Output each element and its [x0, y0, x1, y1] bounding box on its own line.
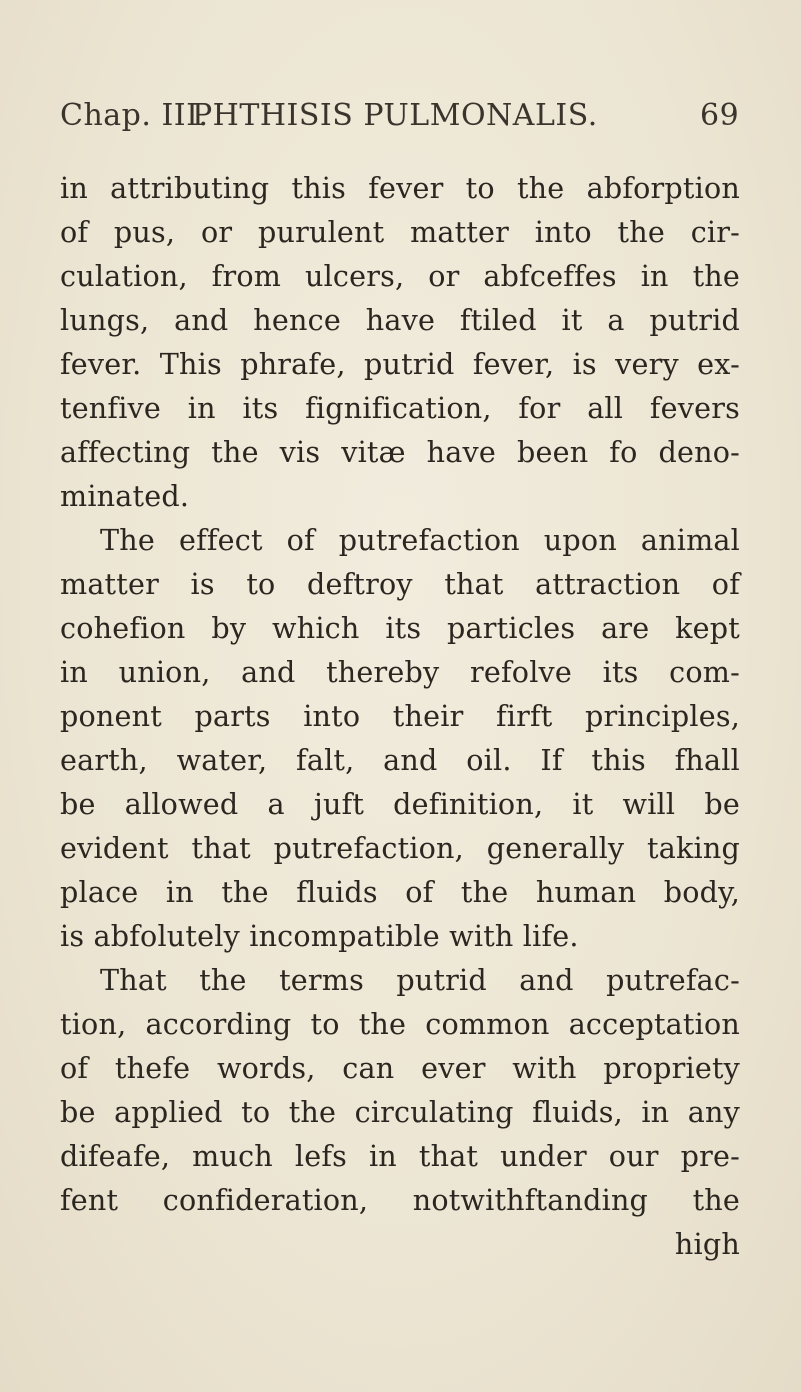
text-line: culation, from ulcers, or abfceffes in the	[60, 259, 740, 293]
text-line: affecting the vis vitæ have been fo deno-	[60, 435, 740, 469]
text-line: be applied to the circulating fluids, in any	[60, 1095, 740, 1129]
text-line: place in the fluids of the human body,	[60, 875, 740, 909]
text-line: cohefion by which its particles are kept	[60, 611, 740, 645]
text-line: ponent parts into their firft principles,	[60, 699, 740, 733]
text-line: matter is to deftroy that attraction of	[60, 567, 740, 601]
running-header	[0, 98, 801, 148]
text-line: of thefe words, can ever with propriety	[60, 1051, 740, 1085]
chapter-label: Chap. III.	[60, 98, 209, 133]
text-line: tion, according to the common acceptation	[60, 1007, 740, 1041]
text-line: tenfive in its fignification, for all fevers	[60, 391, 740, 425]
text-line: evident that putrefaction, generally taking	[60, 831, 740, 865]
text-line: in attributing this fever to the abforption	[60, 171, 740, 205]
running-title: PHTHISIS PULMONALIS.	[192, 98, 598, 133]
text-line: That the terms putrid and putrefac-	[100, 963, 740, 997]
page-number: 69	[700, 98, 740, 133]
text-line: earth, water, falt, and oil. If this fhall	[60, 743, 740, 777]
text-line: of pus, or purulent matter into the cir-	[60, 215, 740, 249]
text-line: lungs, and hence have ftiled it a putrid	[60, 303, 740, 337]
text-line: difeafe, much lefs in that under our pre-	[60, 1139, 740, 1173]
catchword: high	[674, 1227, 740, 1261]
text-line: in union, and thereby refolve its com-	[60, 655, 740, 689]
text-line: The effect of putrefaction upon animal	[100, 523, 740, 557]
text-line: minated.	[60, 479, 190, 513]
text-line: is abfolutely incompatible with life.	[60, 919, 579, 953]
text-line: fent confideration, notwithftanding the	[60, 1183, 740, 1217]
text-line: fever. This phrafe, putrid fever, is very ex-	[60, 347, 740, 381]
text-line: be allowed a juft definition, it will be	[60, 787, 740, 821]
